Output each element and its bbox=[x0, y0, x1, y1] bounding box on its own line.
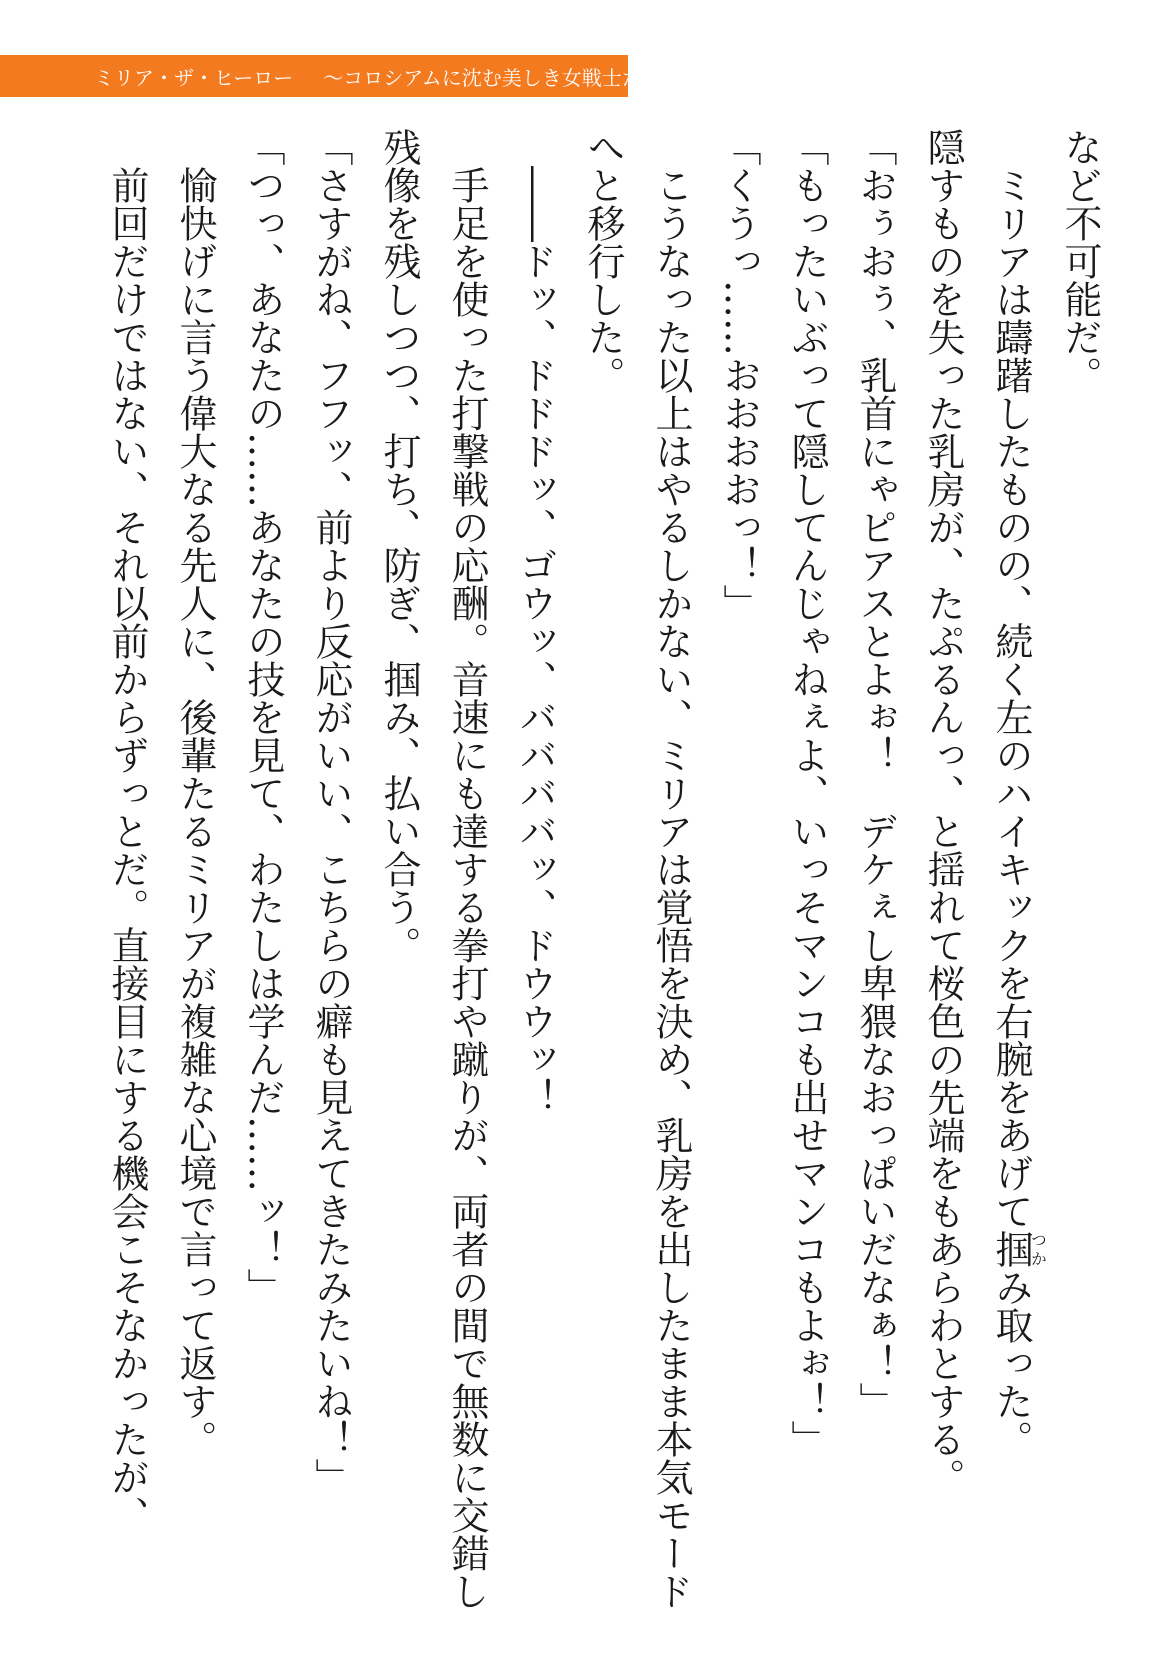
vertical-body-text bbox=[74, 128, 1114, 1628]
series-title: ミリア・ザ・ヒーロー bbox=[94, 65, 294, 90]
paragraph: など不可能だ。 bbox=[1058, 128, 1102, 394]
paragraph-ruby: ミリアは躊躇したものの、続く左のハイキックを右腕をあげて掴つかみ取った。 bbox=[989, 166, 1048, 1458]
paragraph: 隠すものを失った乳房が、たぷるんっ、と揺れて桜色の先端をもあらわとする。 bbox=[921, 128, 965, 1496]
running-header bbox=[0, 55, 682, 97]
paragraph: ――ドッ、ドドドッ、ゴウッ、ババババッ、ドウウッ！ bbox=[513, 166, 557, 1116]
ruby-reading: つか bbox=[1028, 1230, 1048, 1268]
paragraph: 前回だけではない、それ以前からずっとだ。直接目にする機会こそなかったが、 bbox=[105, 166, 149, 1534]
dialogue-line: 「くうっ……おおおおっ！」 bbox=[717, 128, 761, 622]
dialogue-line: 「おぅおぅ、乳首にゃピアスとよぉ！ デケぇし卑猥なおっぱいだなぁ！」 bbox=[853, 128, 897, 1420]
paragraph: こうなった以上はやるしかない、ミリアは覚悟を決め、乳房を出したまま本気モードへと移行した。 bbox=[581, 128, 693, 1610]
ruby-annotation: 掴つか bbox=[989, 1230, 1048, 1268]
dialogue-line: 「つっ、あなたの……あなたの技を見て、わたしは学んだ……ッ！」 bbox=[241, 128, 285, 1306]
paragraph: 手足を使った打撃戦の応酬。音速にも達する拳打や蹴りが、両者の間で無数に交錯し残像を残しつつ、打ち、防ぎ、掴み、払い合う。 bbox=[377, 128, 489, 1610]
dialogue-line: 「さすがね、フフッ、前より反応がいい、こちらの癖も見えてきたみたいね！」 bbox=[309, 128, 353, 1496]
paragraph: 愉快げに言う偉大なる先人に、後輩たるミリアが複雑な心境で言って返す。 bbox=[173, 166, 217, 1458]
dialogue-line: 「もったいぶって隠してんじゃねぇよ、いっそマンコも出せマンコもよぉ！」 bbox=[785, 128, 829, 1458]
series-subtitle: 〜コロシアムに沈む美しき女戦士たち〜 bbox=[323, 65, 682, 90]
